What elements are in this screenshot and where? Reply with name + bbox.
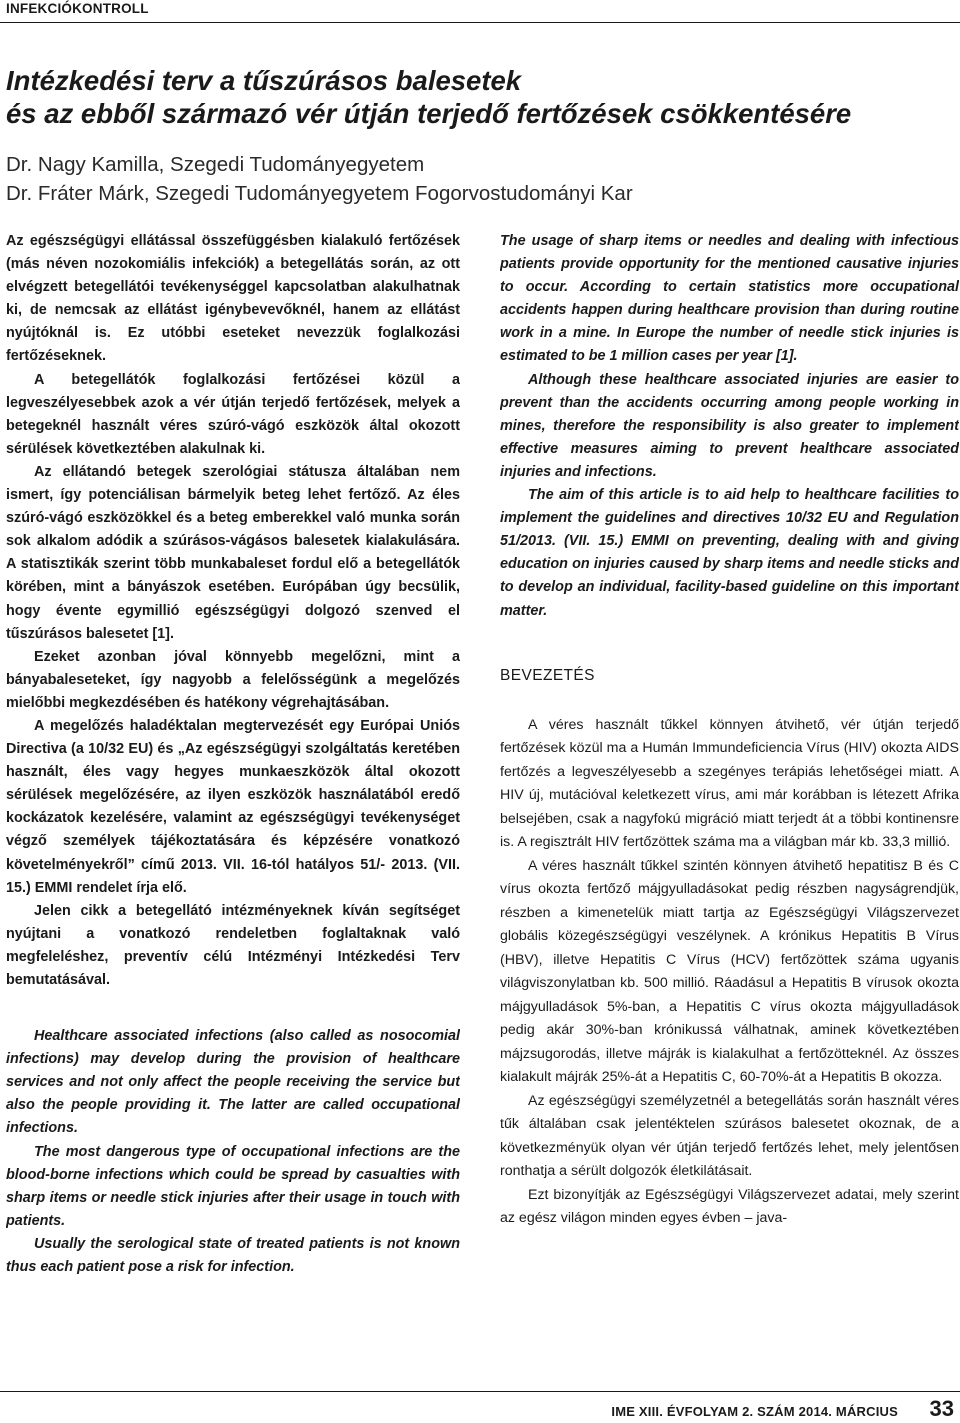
section-heading-intro: BEVEZETÉS [500, 666, 595, 684]
abstract-en-paragraph: Although these healthcare associated injuries are easier to prevent than the accidents occurring among people working in mines, therefore the responsibility is also greater to implement effective measures aiming to prevent healthcare associated injuries and infections. [500, 371, 959, 480]
abstract-en-paragraph: Usually the serological state of treated patients is not known thus each patient pose a risk for infection. [6, 1235, 460, 1276]
body-paragraph: Ezt bizonyítják az Egészségügyi Világszervezet adatai, mely szerint az egész világon minden egyes évben – java- [500, 1186, 959, 1227]
author-1: Dr. Nagy Kamilla, Szegedi Tudományegyetem [6, 153, 425, 176]
right-column [500, 230, 959, 1365]
body-paragraph: A véres használt tűkkel szintén könnyen átvihető hepatitisz B és C vírus okozta fertőző májgyulladásokat pedig részben nagyságrendjük, részben a kimenetelük miatt tartja az Egészségügyi Világszervezet globális közegészségügyi veszélynek. A krónikus Hepatitis B Vírus (HBV), illetve Hepatitis C Vírus (HCV) fertőzöttek száma ugyanis világviszonylatban kb. 500 millió. Ráadásul a Hepatitis B vírusok okozta májgyulladások 5%-ban, a Hepatitis C vírus okozta májgyulladások pedig akár 30%-ban krónikussá válhatnak, aminek következtében májzsugorodás, illetve májrák is kialakulhat a fertőzötteknél. Az összes kialakult májrák 25%-át a Hepatitis C, 60-70%-át a Hepatitis B okozza. [500, 857, 959, 1086]
section-label: INFEKCIÓKONTROLL [6, 1, 149, 16]
abstract-hu-paragraph: Jelen cikk a betegellátó intézményeknek kíván segítséget nyújtani a vonatkozó rendeletben foglaltaknak való megfeleléshez, preventív célú Intézményi Intézkedési Terv bemutatásával. [6, 902, 460, 988]
title-line-2: és az ebből származó vér útján terjedő fertőzések csökkentésére [6, 98, 852, 129]
abstract-hu-paragraph: A betegellátók foglalkozási fertőzései közül a legveszélyesebbek azok a vér útján terjedő fertőzések, melyek a betegeknél használt véres szúró-vágó eszközök által okozott sérülések következtében alakulnak ki. [6, 371, 460, 457]
abstract-hu-paragraph: Az ellátandó betegek szerológiai státusza általában nem ismert, így potenciálisan bármelyik beteg lehet fertőző. Az éles szúró-vágó eszközökkel és a beteg emberekkel való munka során sok alkalom adódik a szúrásos-vágásos balesetek kialakulására. A statisztikák szerint több munkabaleset fordul elő a betegellátók körében, mint a bányászok esetében. Európában úgy becsülik, hogy évente egymillió egészségügyi dolgozó szenved el tűszúrásos balesetet [1]. [6, 463, 460, 642]
left-column [6, 230, 460, 1365]
header-divider [0, 22, 960, 23]
journal-info: IME XIII. ÉVFOLYAM 2. SZÁM 2014. MÁRCIUS [611, 1404, 898, 1419]
footer-divider [0, 1391, 960, 1392]
abstract-hu-paragraph: Ezeket azonban jóval könnyebb megelőzni, mint a bányabaleseteket, így nagyobb a felelősségünk a megelőzés mielőbbi megkezdésében és hatékony végrehajtásában. [6, 648, 460, 711]
author-2: Dr. Fráter Márk, Szegedi Tudományegyetem Fogorvostudományi Kar [6, 182, 633, 205]
abstract-en-paragraph: The usage of sharp items or needles and dealing with infectious patients provide opportunity for the mentioned causative injuries to occur. According to certain statistics more occupational accidents happen during healthcare provision than during routine work in a mine. In Europe the number of needle stick injuries is estimated to be 1 million cases per year [1]. [500, 233, 959, 365]
article-title [6, 64, 936, 130]
spacer [500, 686, 959, 714]
body-paragraph: A véres használt tűkkel könnyen átvihető, vér útján terjedő fertőzések közül ma a Humán Immundeficiencia Vírus (HIV) okozta AIDS fertőzés a legveszélyesebb a szegényes terápiás lehetőségei miatt. A HIV új, mutációval keletkezett vírus, ami már korábban is létezett Afrika belsejében, csak a nagyfokú migráció miatt terjedt át a többi kontinensre is. A regisztrált HIV fertőzöttek száma ma a világban már kb. 33,3 millió. [500, 716, 959, 851]
abstract-hu-paragraph: Az egészségügyi ellátással összefüggésben kialakuló fertőzések (más néven nozokomiális infekciók) a betegellátás során, az ott elvégzett betegellátói tevékenységgel kapcsolatban alakulhatnak ki, de nemcsak az ellátást igénybevevőknél, hanem az ellátást nyújtóknál is. Ez utóbbi eseteket nevezzük foglalkozási fertőzéseknek. [6, 233, 460, 365]
spacer [500, 623, 959, 666]
abstract-en-paragraph: The aim of this article is to aid help to healthcare facilities to implement the guidelines and directives 10/32 EU and Regulation 51/2013. (VII. 15.) EMMI on preventing, dealing with and giving education on injuries caused by sharp items and needle sticks and to develop an individual, facility-based guideline on this important matter. [500, 487, 959, 619]
page-number: 33 [929, 1396, 954, 1421]
body-paragraph: Az egészségügyi személyzetnél a betegellátás során használt véres tűk általában csak jelentéktelen szúrásos balesetet okoznak, de a következményük olyan vér útján terjedő fertőzés lehet, mely jelentősen ronthatja a sérült dolgozók életkilátásait. [500, 1092, 959, 1180]
abstract-hu-paragraph: A megelőzés haladéktalan megtervezését egy Európai Uniós Directiva (a 10/32 EU) és „Az egészségügyi szolgáltatás keretében használt, éles vagy hegyes munkaeszközök által okozott sérülések megelőzésére, az ilyen eszközök használatából eredő kockázatok kezelésére, valamint az egészségügyi tevékenységet végző személyek tájékoztatására és képzésére vonatkozó követelményekről” című 2013. VII. 16-tól hatályos 51/- 2013. (VII. 15.) EMMI rendelet írja elő. [6, 717, 460, 896]
spacer [6, 992, 460, 1025]
abstract-en-paragraph: Healthcare associated infections (also called as nosocomial infections) may develop during the provision of healthcare services and not only affect the people receiving the service but also the people providing it. The latter are called occupational infections. [6, 1028, 460, 1137]
abstract-en-paragraph: The most dangerous type of occupational infections are the blood-borne infections which could be spread by casualties with sharp items or needle stick injuries after their usage in touch with patients. [6, 1143, 460, 1229]
author-list [6, 150, 936, 208]
title-line-1: Intézkedési terv a tűszúrásos balesetek [6, 65, 522, 96]
